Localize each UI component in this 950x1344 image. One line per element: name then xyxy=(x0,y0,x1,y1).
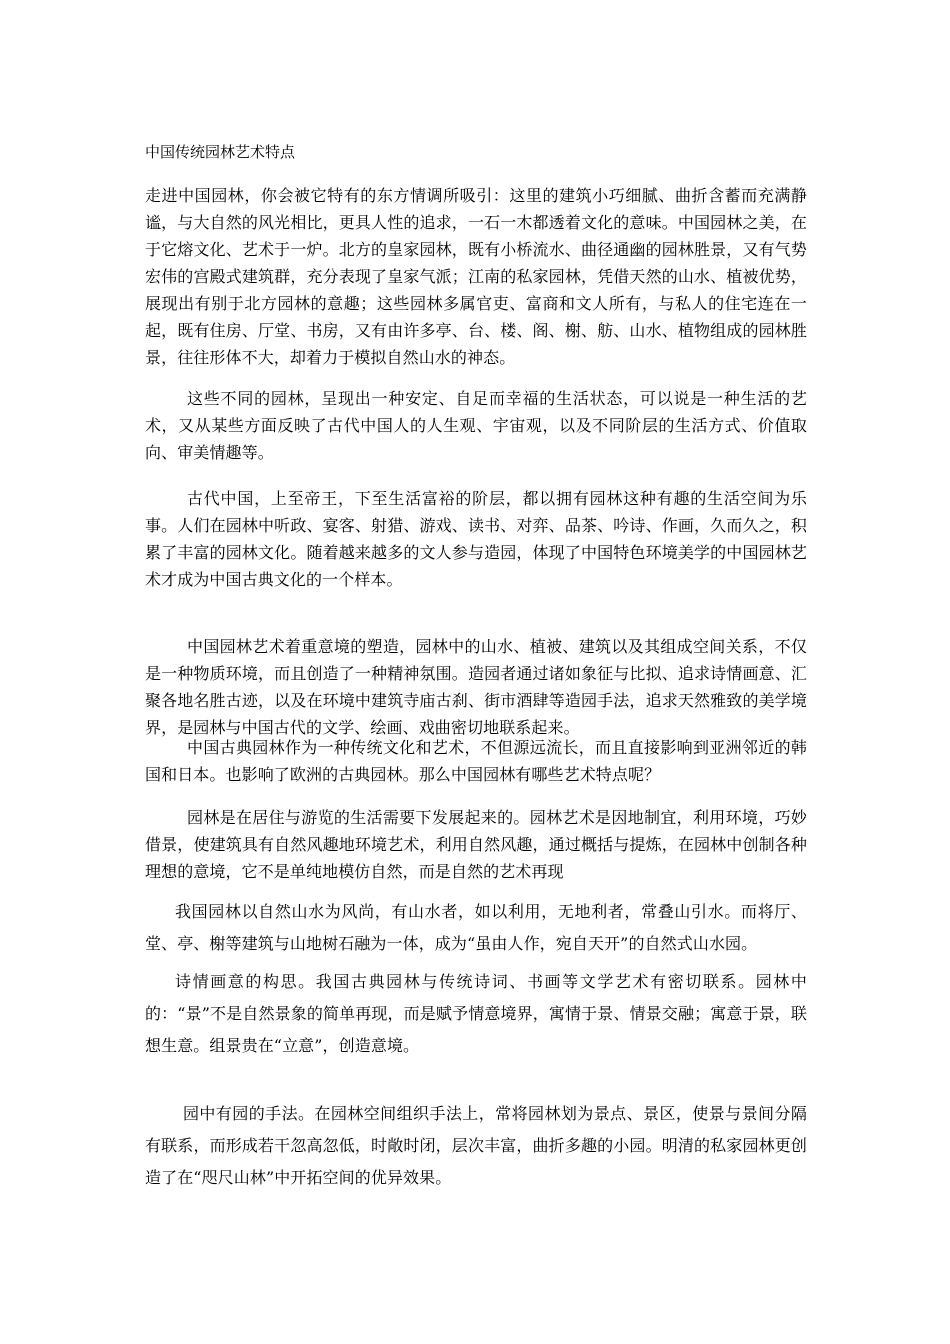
paragraph-natural-landscape: 我国园林以自然山水为风尚，有山水者，如以利用，无地利者，常叠山引水。而将厅、堂、亭、榭等建筑与山地树石融为一体，成为“虽由人作，宛自天开”的自然式山水园。 xyxy=(145,902,807,953)
paragraph-artistic-conception: 中国园林艺术着重意境的塑造，园林中的山水、植被、建筑以及其组成空间关系，不仅是一种物质环境，而且创造了一种精神氛围。造园者通过诸如象征与比拟、追求诗情画意、汇聚各地名胜古迹，以及在环境中建筑寺庙古刹、街市酒肆等造园手法，追求天然雅致的美学境界，是园林与中国古代的文学、绘画、戏曲密切地联系起来。 xyxy=(145,637,807,737)
paragraph-intro: 走进中国园林，你会被它特有的东方情调所吸引：这里的建筑小巧细腻、曲折含蓄而充满静谧，与大自然的风光相比，更具人性的追求，一石一木都透着文化的意味。中国园林之美，在于它熔文化、艺术于一炉。北方的皇家园林，既有小桥流水、曲径通幽的园林胜景，又有气势宏伟的宫殿式建筑群，充分表现了皇家气派；江南的私家园林，凭借天然的山水、植被优势，展现出有别于北方园林的意趣；这些园林多属官吏、富商和文人所有，与私人的住宅连在一起，既有住房、厅堂、书房，又有由许多亭、台、楼、阁、榭、舫、山水、植物组成的园林胜景，往往形体不大，却着力于模拟自然山水的神态。 xyxy=(145,186,807,367)
paragraph-living-needs: 园林是在居住与游览的生活需要下发展起来的。园林艺术是因地制宜，利用环境，巧妙借景，使建筑具有自然风趣地环境艺术，利用自然风趣，通过概括与提炼，在园林中创制各种理想的意境，它不是单纯地模仿自然，而是自然的艺术再现 xyxy=(145,808,807,881)
paragraph-garden-within-garden: 园中有园的手法。在园林空间组织手法上，常将园林划为景点、景区，使景与景间分隔有联系，而形成若干忽高忽低，时敞时闭，层次丰富，曲折多趣的小园。明清的私家园林更创造了在“咫尺山林”中开拓空间的优异效果。 xyxy=(145,1104,807,1187)
paragraph-poetic-conception: 诗情画意的构思。我国古典园林与传统诗词、书画等文学艺术有密切联系。园林中的：“景”不是自然景象的简单再现，而是赋予情意境界，寓情于景、情景交融；寓意于景，联想生意。组景贵在“立意”，创造意境。 xyxy=(145,972,807,1055)
paragraph-influence: 中国古典园林作为一种传统文化和艺术，不但源远流长，而且直接影响到亚洲邻近的韩国和日本。也影响了欧洲的古典园林。那么中国园林有哪些艺术特点呢？ xyxy=(145,738,807,784)
paragraph-living-art: 这些不同的园林，呈现出一种安定、自足而幸福的生活状态，可以说是一种生活的艺术，又从某些方面反映了古代中国人的人生观、宇宙观，以及不同阶层的生活方式、价值取向、审美情趣等。 xyxy=(145,389,807,462)
paragraph-garden-culture: 古代中国，上至帝王，下至生活富裕的阶层，都以拥有园林这种有趣的生活空间为乐事。人们在园林中听政、宴客、射猎、游戏、读书、对弈、品茶、吟诗、作画，久而久之，积累了丰富的园林文化。随着越来越多的文人参与造园，体现了中国特色环境美学的中国园林艺术才成为中国古典文化的一个样本。 xyxy=(145,489,807,589)
document-title: 中国传统园林艺术特点 xyxy=(145,143,296,161)
